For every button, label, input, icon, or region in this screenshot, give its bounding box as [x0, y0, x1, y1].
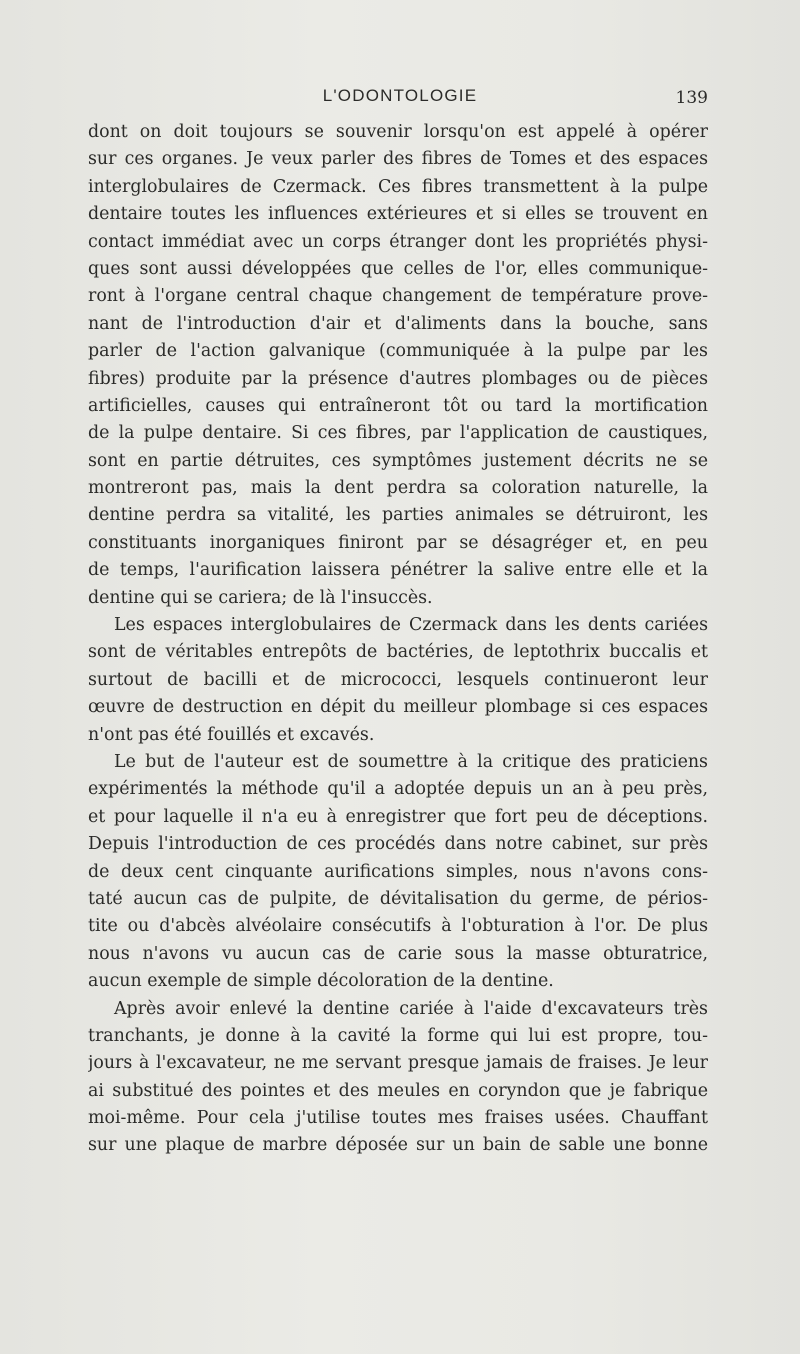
text-line: interglobulaires de Czermack. Ces fibres transmettent à la pulpe [88, 176, 708, 197]
body-text [88, 119, 708, 1160]
text-line: aucun exemple de simple décoloration de la dentine. [88, 971, 554, 992]
text-line: de deux cent cinquante aurifications simples, nous n'avons cons- [88, 861, 708, 882]
page-number: 139 [675, 88, 708, 108]
text-line: constituants inorganiques finiront par se désagréger et, en peu [88, 532, 708, 553]
text-line: nant de l'introduction d'air et d'aliments dans la bouche, sans [88, 313, 708, 334]
text-line: artificielles, causes qui entraîneront tôt ou tard la mortification [88, 395, 708, 416]
text-line: Le but de l'auteur est de soumettre à la critique des praticiens [114, 751, 708, 772]
text-line: sont de véritables entrepôts de bactéries, de leptothrix buccalis et [88, 642, 708, 663]
text-line: dentaire toutes les influences extérieures et si elles se trouvent en [88, 204, 708, 225]
paragraph [88, 996, 708, 1160]
text-line: et pour laquelle il n'a eu à enregistrer que fort peu de déceptions. [88, 806, 708, 827]
text-line: Après avoir enlevé la dentine cariée à l'aide d'excavateurs très [114, 998, 708, 1019]
text-line: dentine qui se cariera; de là l'insuccès. [88, 587, 433, 608]
paragraph [88, 749, 708, 996]
text-line: dentine perdra sa vitalité, les parties animales se détruiront, les [88, 505, 708, 526]
text-line: taté aucun cas de pulpite, de dévitalisation du germe, de périos- [88, 888, 708, 909]
text-line: tranchants, je donne à la cavité la forme qui lui est propre, tou- [88, 1025, 708, 1046]
text-line: nous n'avons vu aucun cas de carie sous la masse obturatrice, [88, 943, 708, 964]
paragraph [88, 612, 708, 749]
text-line: n'ont pas été fouillés et excavés. [88, 724, 375, 745]
text-line: sur une plaque de marbre déposée sur un bain de sable une bonne [88, 1135, 708, 1156]
text-line: Les espaces interglobulaires de Czermack dans les dents cariées [114, 615, 708, 636]
text-line: parler de l'action galvanique (communiquée à la pulpe par les [88, 341, 708, 362]
text-line: de la pulpe dentaire. Si ces fibres, par l'application de caustiques, [88, 423, 708, 444]
paragraph [88, 119, 708, 612]
text-line: fibres) produite par la présence d'autres plombages ou de pièces [88, 368, 708, 389]
text-line: de temps, l'aurification laissera pénétrer la salive entre elle et la [88, 560, 708, 581]
text-line: expérimentés la méthode qu'il a adoptée depuis un an à peu près, [88, 779, 708, 800]
text-line: ques sont aussi développées que celles de l'or, elles communique- [88, 258, 708, 279]
text-line: œuvre de destruction en dépit du meilleur plombage si ces espaces [88, 697, 708, 718]
running-title: L'ODONTOLOGIE [322, 86, 478, 105]
text-line: surtout de bacilli et de micrococci, lesquels continueront leur [88, 669, 708, 690]
text-line: sur ces organes. Je veux parler des fibres de Tomes et des espaces [88, 149, 708, 170]
text-line: jours à l'excavateur, ne me servant presque jamais de fraises. Je leur [88, 1053, 708, 1074]
text-line: dont on doit toujours se souvenir lorsqu'on est appelé à opérer [88, 122, 708, 142]
text-line: contact immédiat avec un corps étranger dont les propriétés physi- [88, 231, 708, 252]
page-header [0, 86, 800, 112]
text-line: tite ou d'abcès alvéolaire consécutifs à l'obturation à l'or. De plus [88, 916, 708, 937]
text-line: ai substitué des pointes et des meules en coryndon que je fabrique [88, 1080, 708, 1101]
text-line: Depuis l'introduction de ces procédés dans notre cabinet, sur près [88, 834, 708, 855]
text-line: moi-même. Pour cela j'utilise toutes mes fraises usées. Chauffant [88, 1108, 708, 1129]
text-line: montreront pas, mais la dent perdra sa coloration naturelle, la [88, 478, 708, 499]
text-line: sont en partie détruites, ces symptômes justement décrits ne se [88, 450, 708, 471]
text-line: ront à l'organe central chaque changement de température prove- [88, 286, 708, 307]
